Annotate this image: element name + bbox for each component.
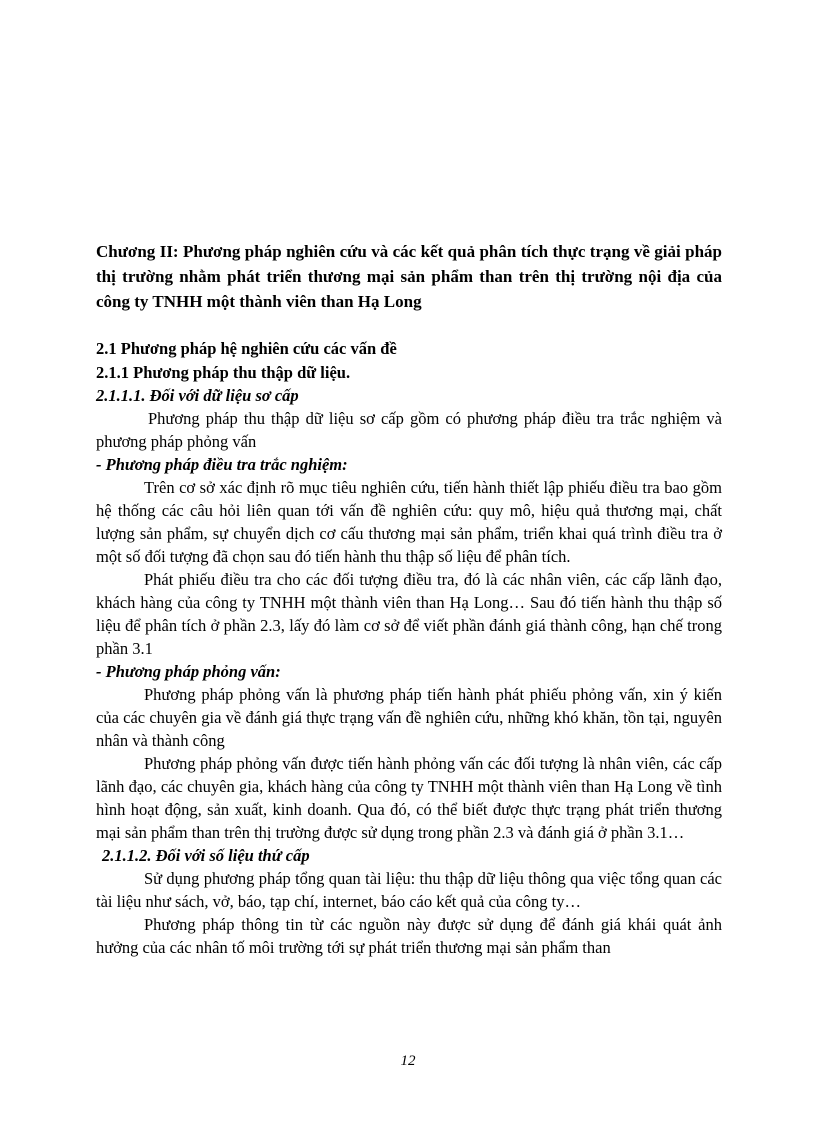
page-content (96, 239, 722, 959)
chapter-title: Chương II: Phương pháp nghiên cứu và các kết quả phân tích thực trạng về giải pháp thị trường nhằm phát triển thương mại sản phẩm than trên thị trường nội địa của công ty TNHH một thành viên than Hạ Long (96, 242, 722, 311)
page-number: 12 (400, 1053, 416, 1069)
section-heading-2-1-1-2: 2.1.1.2. Đối với số liệu thứ cấp (102, 846, 310, 865)
method-interview-heading: - Phương pháp phỏng vấn: (96, 662, 281, 681)
paragraph-interview-1: Phương pháp phỏng vấn là phương pháp tiến hành phát phiếu phỏng vấn, xin ý kiến của các chuyên gia về đánh giá thực trạng vấn đề nghiên cứu, những khó khăn, tồn tại, nguyên nhân và thành công (96, 685, 722, 750)
section-heading-2-1: 2.1 Phương pháp hệ nghiên cứu các vấn đề (96, 339, 397, 358)
paragraph-primary-intro: Phương pháp thu thập dữ liệu sơ cấp gồm có phương pháp điều tra trắc nghiệm và phương pháp phỏng vấn (96, 409, 722, 451)
paragraph-interview-2: Phương pháp phỏng vấn được tiến hành phỏng vấn các đối tượng là nhân viên, các cấp lãnh đạo, các chuyên gia, khách hàng của công ty TNHH một thành viên than Hạ Long về tình hình hoạt động, sản xuất, kinh doanh. Qua đó, có thể biết được thực trạng phát triển thương mại sản phẩm than trên thị trường được sử dụng trong phần 2.3 và đánh giá ở phần 3.1… (96, 754, 722, 842)
paragraph-survey-2: Phát phiếu điều tra cho các đối tượng điều tra, đó là các nhân viên, các cấp lãnh đạo, khách hàng của công ty TNHH một thành viên than Hạ Long… Sau đó tiến hành thu thập số liệu để phân tích ở phần 2.3, lấy đó làm cơ sở để viết phần đánh giá thành công, hạn chế trong phần 3.1 (96, 570, 722, 658)
section-heading-2-1-1: 2.1.1 Phương pháp thu thập dữ liệu. (96, 363, 351, 382)
paragraph-secondary-2: Phương pháp thông tin từ các nguồn này được sử dụng để đánh giá khái quát ảnh hưởng của các nhân tố môi trường tới sự phát triển thương mại sản phẩm than (96, 915, 722, 957)
paragraph-secondary-1: Sử dụng phương pháp tổng quan tài liệu: thu thập dữ liệu thông qua việc tổng quan các tài liệu như sách, vở, báo, tạp chí, internet, báo cáo kết quả của công ty… (96, 869, 722, 911)
method-survey-heading: - Phương pháp điều tra trắc nghiệm: (96, 455, 348, 474)
section-heading-2-1-1-1: 2.1.1.1. Đối với dữ liệu sơ cấp (96, 386, 299, 405)
paragraph-survey-1: Trên cơ sở xác định rõ mục tiêu nghiên cứu, tiến hành thiết lập phiếu điều tra bao gồm hệ thống các câu hỏi liên quan tới vấn đề nghiên cứu: quy mô, hiệu quả thương mại, chất lượng sản phẩm, sự chuyển dịch cơ cấu thương mại sản phẩm, triển khai quá trình điều tra ở một số đối tượng đã chọn sau đó tiến hành thu thập số liệu để phân tích. (96, 478, 722, 566)
